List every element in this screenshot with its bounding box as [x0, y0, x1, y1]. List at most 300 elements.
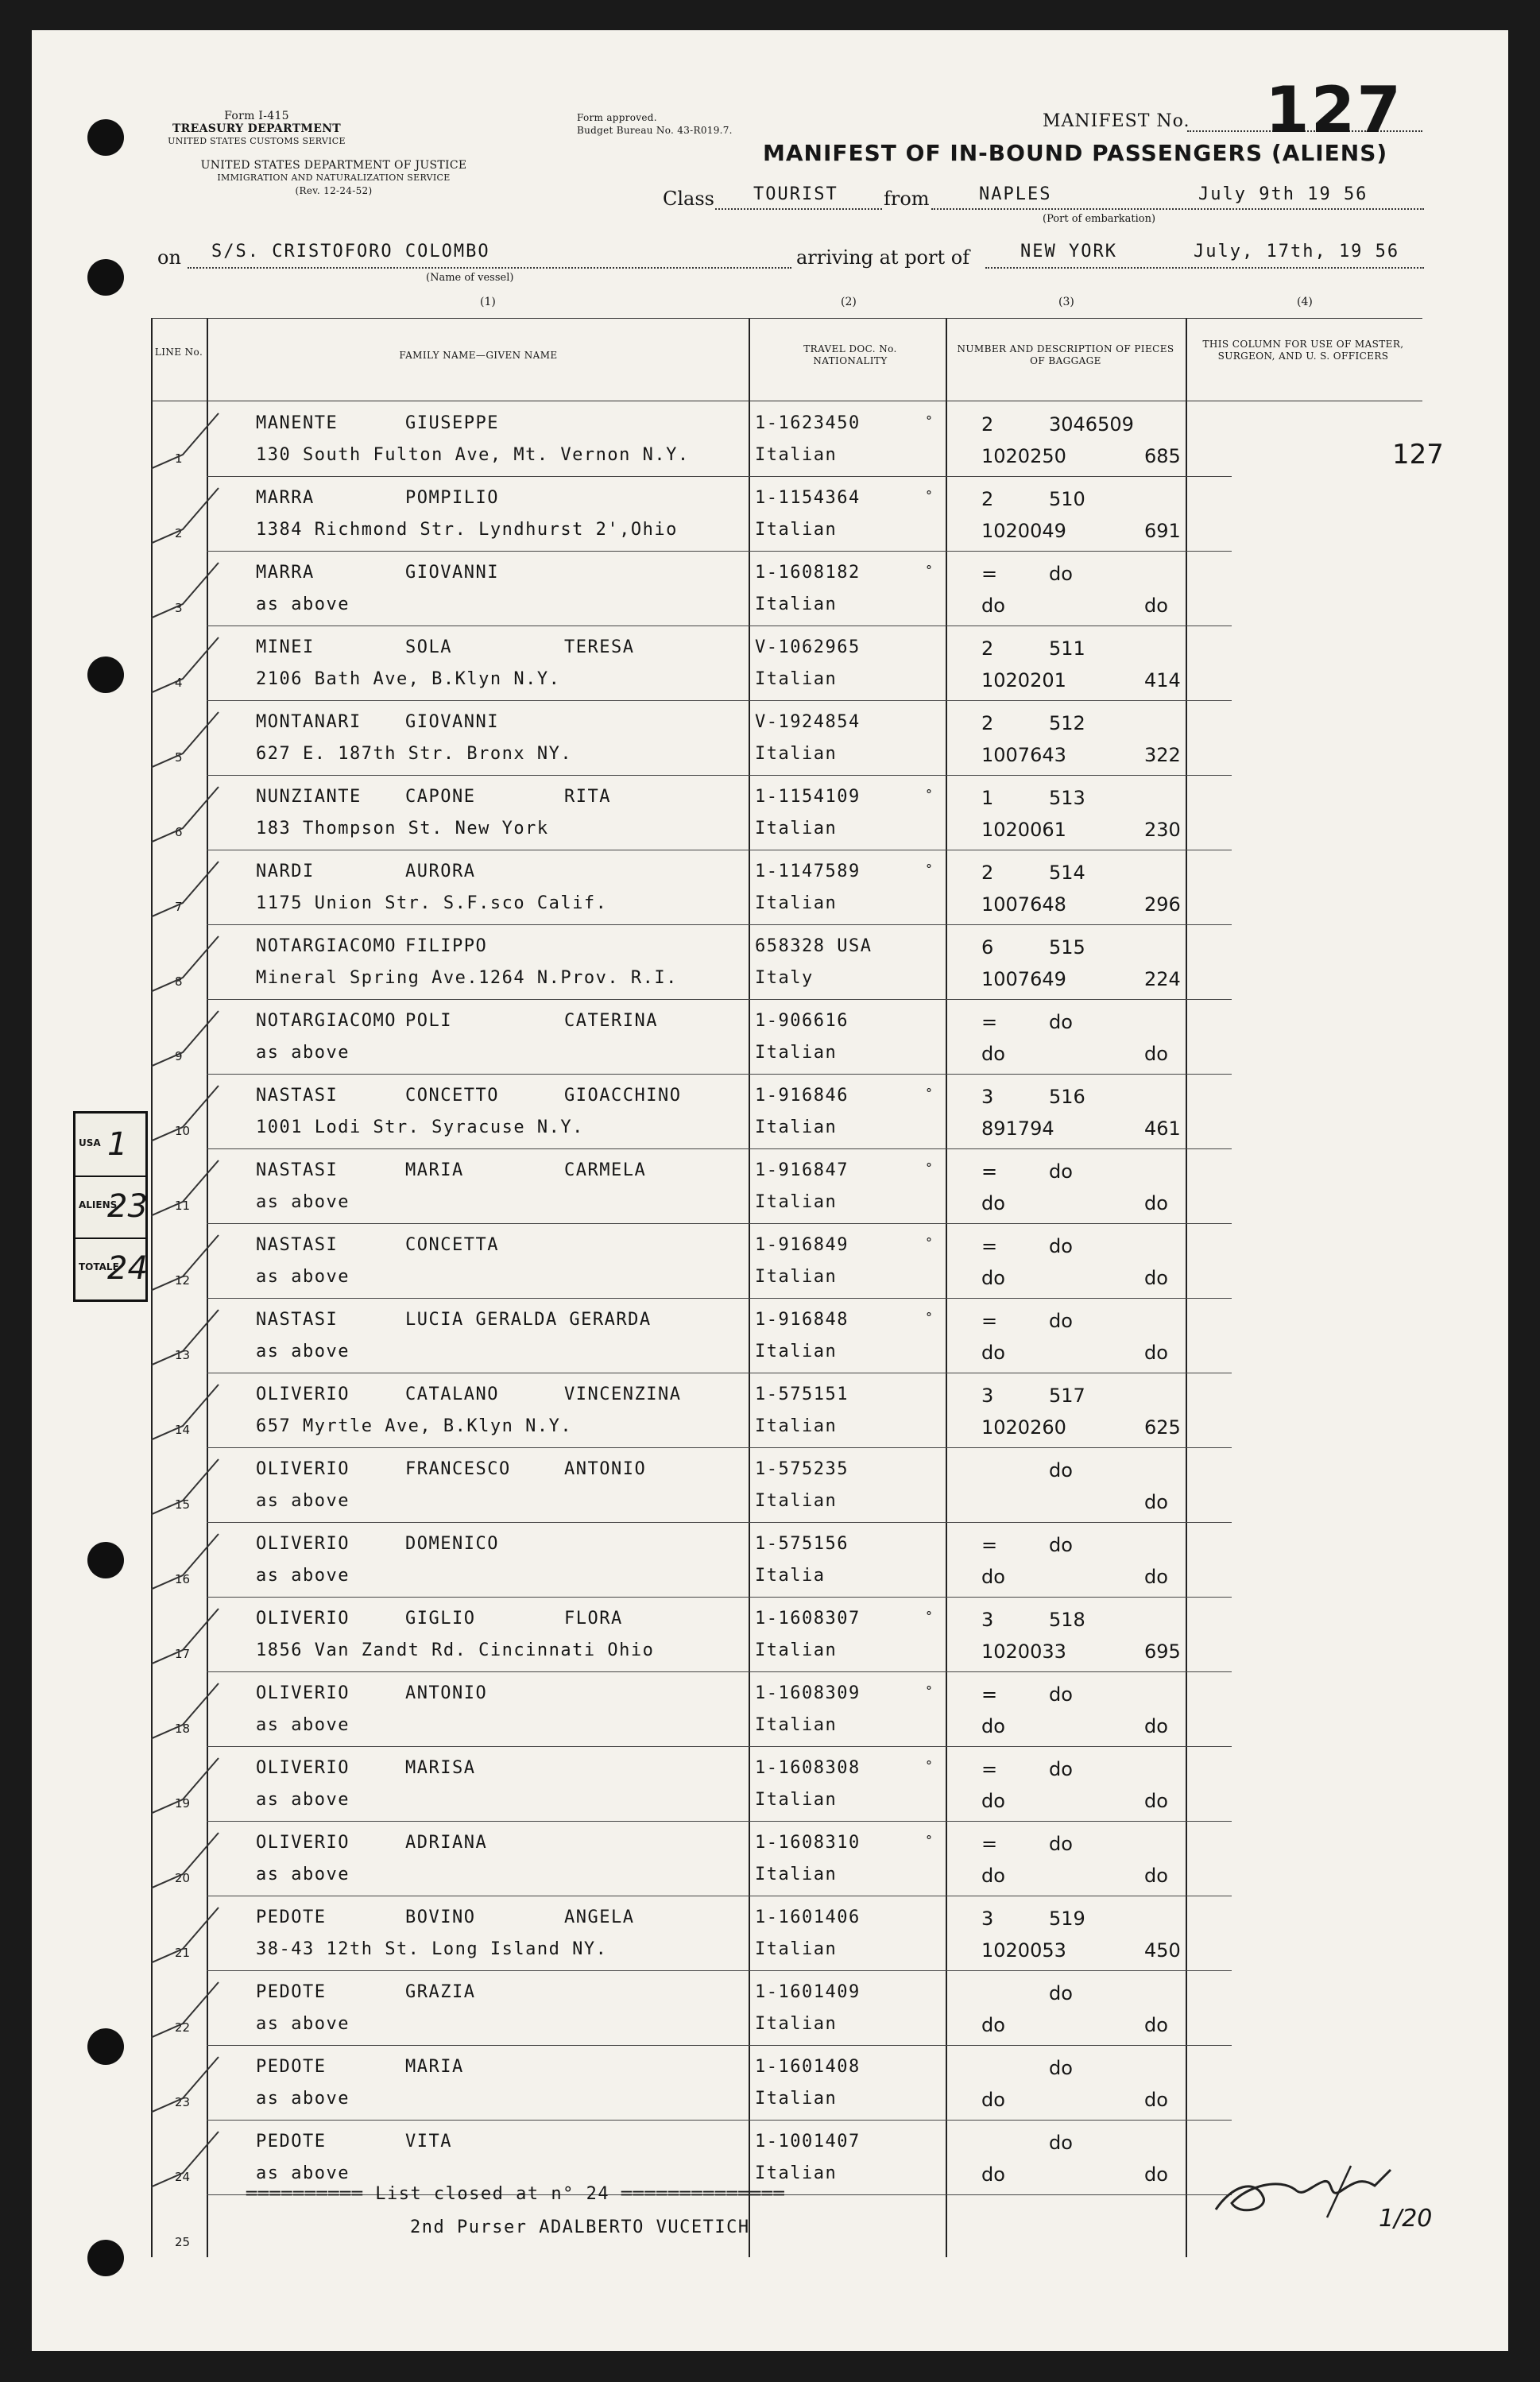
travel-doc-number: 1-1608309 — [755, 1683, 861, 1703]
punch-hole — [87, 2028, 124, 2065]
baggage-claim: 1007643 — [981, 744, 1066, 766]
family-name: MINEI — [256, 637, 315, 657]
table-row — [151, 1672, 1422, 1747]
line-number: 20 — [175, 1871, 191, 1885]
given-name: GIGLIO — [405, 1609, 476, 1629]
travel-doc-number: 1-1601408 — [755, 2057, 861, 2077]
given-name: GIUSEPPE — [405, 413, 499, 433]
baggage-weight: 414 — [1144, 669, 1181, 691]
travel-doc-number: 1-1601406 — [755, 1908, 861, 1927]
table-row — [151, 1000, 1422, 1075]
address: as above — [256, 1566, 350, 1586]
baggage-tag: 517 — [1049, 1385, 1085, 1407]
vessel-line — [188, 267, 791, 269]
punch-hole — [87, 657, 124, 693]
check-mark: ° — [926, 488, 932, 503]
line-number: 13 — [175, 1348, 191, 1362]
line-number: 4 — [175, 676, 183, 690]
pencil-check-mark — [151, 1826, 270, 1898]
baggage-claim: do — [981, 2014, 1005, 2036]
family-name: OLIVERIO — [256, 1683, 350, 1703]
baggage-claim: do — [981, 1342, 1005, 1364]
given-name-2: CATERINA — [564, 1011, 658, 1031]
travel-doc-number: 1-916846 — [755, 1086, 849, 1106]
baggage-claim: do — [981, 1566, 1005, 1588]
nationality: Italian — [755, 893, 838, 913]
family-name: OLIVERIO — [256, 1385, 350, 1404]
signature-fraction: 1/20 — [1379, 2205, 1433, 2233]
address: as above — [256, 2014, 350, 2034]
table-row — [151, 1224, 1422, 1299]
baggage-claim: do — [981, 2163, 1005, 2186]
baggage-tag: 519 — [1049, 1908, 1085, 1930]
table-row — [151, 850, 1422, 925]
travel-doc-number: 1-916848 — [755, 1310, 849, 1330]
family-name: NASTASI — [256, 1310, 339, 1330]
baggage-tag: 514 — [1049, 862, 1085, 884]
given-name-2: RITA — [564, 787, 611, 807]
stamp-usa — [75, 1114, 145, 1177]
form-header-left — [149, 110, 364, 148]
count-stamp — [73, 1111, 148, 1302]
justice-dept: UNITED STATES DEPARTMENT OF JUSTICE — [200, 159, 467, 172]
nationality: Italian — [755, 1342, 838, 1361]
address: as above — [256, 2163, 350, 2183]
baggage-tag: do — [1049, 1683, 1073, 1706]
family-name: PEDOTE — [256, 2057, 327, 2077]
punch-hole — [87, 2240, 124, 2276]
on-label: on — [157, 246, 181, 269]
baggage-claim: 1020201 — [981, 669, 1066, 691]
baggage-tag: do — [1049, 1011, 1073, 1033]
punch-hole — [87, 119, 124, 156]
stamp-usa-label: USA — [79, 1137, 101, 1148]
line-number: 9 — [175, 1049, 183, 1063]
given-name: ADRIANA — [405, 1833, 488, 1853]
baggage-tag: do — [1049, 1160, 1073, 1183]
line-number: 18 — [175, 1722, 191, 1736]
travel-doc-number: 1-1601409 — [755, 1982, 861, 2002]
baggage-weight: do — [1144, 1865, 1168, 1887]
travel-doc-number: 1-916847 — [755, 1160, 849, 1180]
travel-doc-number: 1-575235 — [755, 1459, 849, 1479]
table-row — [151, 402, 1422, 477]
baggage-weight: do — [1144, 2089, 1168, 2111]
baggage-weight: 230 — [1144, 819, 1181, 841]
baggage-claim: 1007648 — [981, 893, 1066, 916]
baggage-tag: do — [1049, 1534, 1073, 1556]
baggage-pieces: 6 — [981, 936, 994, 959]
line-number: 8 — [175, 974, 183, 989]
line-number: 1 — [175, 451, 183, 466]
family-name: OLIVERIO — [256, 1459, 350, 1479]
baggage-claim: do — [981, 595, 1005, 617]
baggage-claim: do — [981, 1715, 1005, 1737]
given-name-2: TERESA — [564, 637, 635, 657]
col-header-doc: TRAVEL DOC. No. NATIONALITY — [803, 343, 897, 366]
line-number: 14 — [175, 1423, 191, 1437]
check-mark: ° — [926, 1833, 932, 1848]
given-name-2: CARMELA — [564, 1160, 647, 1180]
arriving-label: arriving at port of — [796, 246, 970, 269]
dash-rule: ══════════════ — [621, 2184, 786, 2204]
line-number: 19 — [175, 1796, 191, 1811]
baggage-pieces: 2 — [981, 413, 994, 436]
baggage-tag: do — [1049, 1310, 1073, 1332]
address: as above — [256, 2089, 350, 2109]
table-row — [151, 1896, 1422, 1971]
nationality: Italian — [755, 595, 838, 614]
pencil-check-mark — [151, 1303, 270, 1375]
check-mark: ° — [926, 787, 932, 802]
address: 38-43 12th St. Long Island NY. — [256, 1939, 608, 1959]
baggage-weight: do — [1144, 1267, 1168, 1289]
family-name: MARRA — [256, 488, 315, 508]
address: as above — [256, 595, 350, 614]
class-value: TOURIST — [753, 184, 838, 204]
baggage-tag: do — [1049, 2132, 1073, 2154]
travel-doc-number: 1-575156 — [755, 1534, 849, 1554]
nationality: Italian — [755, 1416, 838, 1436]
check-mark: ° — [926, 1310, 932, 1325]
baggage-pieces: = — [981, 1235, 998, 1257]
given-name-2: ANTONIO — [564, 1459, 647, 1479]
given-name: CAPONE — [405, 787, 476, 807]
baggage-tag: 510 — [1049, 488, 1085, 510]
baggage-claim: 1020049 — [981, 520, 1066, 542]
nationality: Italian — [755, 1117, 838, 1137]
travel-doc-number: 1-1147589 — [755, 862, 861, 881]
line-number: 17 — [175, 1647, 191, 1661]
baggage-weight: do — [1144, 1043, 1168, 1065]
pencil-check-mark — [151, 930, 270, 1001]
col-header-line-no: LINE No. — [154, 347, 203, 358]
check-mark: ° — [926, 1683, 932, 1698]
family-name: NASTASI — [256, 1160, 339, 1180]
table-row — [151, 1598, 1422, 1672]
baggage-weight: do — [1144, 1566, 1168, 1588]
travel-doc-number: 1-1608310 — [755, 1833, 861, 1853]
passenger-table — [151, 318, 1422, 2257]
line-number: 7 — [175, 900, 183, 914]
from-line — [931, 208, 1424, 210]
nationality: Italian — [755, 2014, 838, 2034]
table-row — [151, 1075, 1422, 1149]
baggage-weight: 685 — [1144, 445, 1181, 467]
nationality: Italian — [755, 1491, 838, 1511]
baggage-claim: do — [981, 1192, 1005, 1214]
line-number: 12 — [175, 1273, 191, 1288]
baggage-tag: 515 — [1049, 936, 1085, 959]
table-row — [151, 1299, 1422, 1373]
margin-note: 127 — [1392, 439, 1444, 471]
page-title: MANIFEST OF IN-BOUND PASSENGERS (ALIENS) — [763, 140, 1388, 166]
baggage-tag: 3046509 — [1049, 413, 1134, 436]
given-name: MARIA — [405, 2057, 464, 2077]
nationality: Italian — [755, 2089, 838, 2109]
check-mark: ° — [926, 563, 932, 578]
port-of-embarkation: NAPLES — [979, 184, 1052, 204]
vessel-name: S/S. CRISTOFORO COLOMBO — [211, 242, 490, 261]
family-name: NUNZIANTE — [256, 787, 362, 807]
given-name: MARIA — [405, 1160, 464, 1180]
address: Mineral Spring Ave.1264 N.Prov. R.I. — [256, 968, 678, 988]
baggage-weight: do — [1144, 1790, 1168, 1812]
baggage-weight: 461 — [1144, 1117, 1181, 1140]
travel-doc-number: 1-1001407 — [755, 2132, 861, 2152]
vessel-caption: (Name of vessel) — [426, 272, 514, 284]
family-name: OLIVERIO — [256, 1534, 350, 1554]
baggage-pieces: 3 — [981, 1086, 994, 1108]
baggage-weight: 691 — [1144, 520, 1181, 542]
table-row — [151, 701, 1422, 776]
pencil-check-mark — [151, 482, 270, 553]
travel-doc-number: 1-906616 — [755, 1011, 849, 1031]
baggage-pieces: 3 — [981, 1385, 994, 1407]
pencil-check-mark — [151, 1453, 270, 1524]
list-closed-text: List closed at n° 24 — [375, 2184, 610, 2204]
travel-doc-number: 1-1608307 — [755, 1609, 861, 1629]
baggage-pieces: 1 — [981, 787, 994, 809]
treasury-dept: TREASURY DEPARTMENT — [172, 122, 342, 135]
given-name: CATALANO — [405, 1385, 499, 1404]
pencil-check-mark — [151, 706, 270, 777]
pencil-check-mark — [151, 1901, 270, 1973]
baggage-claim: do — [981, 2089, 1005, 2111]
table-row — [151, 1448, 1422, 1523]
address: 627 E. 187th Str. Bronx NY. — [256, 744, 573, 764]
line-number-25: 25 — [175, 2235, 191, 2249]
line-number: 3 — [175, 601, 183, 615]
family-name: MARRA — [256, 563, 315, 583]
travel-doc-number: 1-1154364 — [755, 488, 861, 508]
given-name: DOMENICO — [405, 1534, 499, 1554]
stamp-total-label: TOTALE — [79, 1261, 119, 1272]
nationality: Italian — [755, 1790, 838, 1810]
baggage-pieces: = — [981, 1683, 998, 1706]
manifest-number: 127 — [1265, 73, 1403, 147]
baggage-claim: 1020250 — [981, 445, 1066, 467]
address: as above — [256, 1267, 350, 1287]
pencil-check-mark — [151, 855, 270, 927]
col-header-officers: THIS COLUMN FOR USE OF MASTER, SURGEON, AND U. S. OFFICERS — [1202, 339, 1404, 362]
line-number: 23 — [175, 2095, 191, 2109]
baggage-tag: do — [1049, 2057, 1073, 2079]
arrival-port: NEW YORK — [1020, 242, 1117, 261]
class-label: Class — [663, 188, 714, 210]
given-name: FILIPPO — [405, 936, 488, 956]
line-number: 22 — [175, 2020, 191, 2035]
given-name: CONCETTO — [405, 1086, 499, 1106]
baggage-claim: do — [981, 1267, 1005, 1289]
col-header-name: FAMILY NAME—GIVEN NAME — [399, 350, 558, 361]
baggage-weight: 695 — [1144, 1640, 1181, 1663]
address: as above — [256, 1491, 350, 1511]
pencil-check-mark — [151, 631, 270, 703]
baggage-tag: do — [1049, 1833, 1073, 1855]
given-name: GRAZIA — [405, 1982, 476, 2002]
pencil-check-mark — [151, 1079, 270, 1151]
pencil-check-mark — [151, 1677, 270, 1749]
given-name-2: VINCENZINA — [564, 1385, 682, 1404]
address: as above — [256, 1192, 350, 1212]
stamp-aliens — [75, 1176, 148, 1239]
family-name: MANENTE — [256, 413, 339, 433]
embarkation-date: July 9th 19 56 — [1198, 184, 1368, 204]
punch-hole — [87, 259, 124, 296]
table-row — [151, 626, 1422, 701]
revision: (Rev. 12-24-52) — [295, 185, 373, 196]
given-name: VITA — [405, 2132, 452, 2152]
nationality: Italian — [755, 1267, 838, 1287]
pencil-check-mark — [151, 1602, 270, 1674]
baggage-pieces: = — [981, 1310, 998, 1332]
baggage-claim: do — [981, 1865, 1005, 1887]
baggage-claim: do — [981, 1790, 1005, 1812]
col-num-3: (3) — [1058, 296, 1074, 308]
address: 1001 Lodi Str. Syracuse N.Y. — [256, 1117, 584, 1137]
baggage-pieces: = — [981, 1011, 998, 1033]
baggage-weight: do — [1144, 2014, 1168, 2036]
punch-hole — [87, 1542, 124, 1578]
pencil-check-mark — [151, 1752, 270, 1823]
family-name: NASTASI — [256, 1086, 339, 1106]
pencil-check-mark — [151, 407, 270, 478]
baggage-weight: 322 — [1144, 744, 1181, 766]
baggage-pieces: 3 — [981, 1609, 994, 1631]
baggage-pieces: = — [981, 563, 998, 585]
address: 1856 Van Zandt Rd. Cincinnati Ohio — [256, 1640, 655, 1660]
travel-doc-number: 1-1608308 — [755, 1758, 861, 1778]
given-name: MARISA — [405, 1758, 476, 1778]
baggage-tag: do — [1049, 563, 1073, 585]
baggage-tag: 511 — [1049, 637, 1085, 660]
customs-service: UNITED STATES CUSTOMS SERVICE — [168, 136, 346, 146]
pencil-check-mark — [151, 1528, 270, 1599]
address: as above — [256, 1865, 350, 1884]
baggage-weight: 450 — [1144, 1939, 1181, 1962]
nationality: Italian — [755, 1192, 838, 1212]
nationality: Italian — [755, 1939, 838, 1959]
stamp-usa-value: 1 — [107, 1126, 128, 1163]
pencil-check-mark — [151, 556, 270, 628]
nationality: Italian — [755, 445, 838, 465]
travel-doc-number: 658328 USA — [755, 936, 873, 956]
address: as above — [256, 1715, 350, 1735]
baggage-weight: do — [1144, 1192, 1168, 1214]
check-mark: ° — [926, 1609, 932, 1624]
baggage-pieces: 3 — [981, 1908, 994, 1930]
form-header-justice — [143, 159, 524, 197]
line-number: 11 — [175, 1199, 191, 1213]
dash-rule: ══════════ — [246, 2184, 364, 2204]
baggage-claim: 891794 — [981, 1117, 1054, 1140]
nationality: Italian — [755, 2163, 838, 2183]
baggage-claim: 1020260 — [981, 1416, 1066, 1439]
baggage-pieces: 2 — [981, 862, 994, 884]
family-name: OLIVERIO — [256, 1833, 350, 1853]
given-name-2: GIOACCHINO — [564, 1086, 682, 1106]
address: 1175 Union Str. S.F.sco Calif. — [256, 893, 608, 913]
baggage-claim: 1007649 — [981, 968, 1066, 990]
baggage-tag: 513 — [1049, 787, 1085, 809]
family-name: NASTASI — [256, 1235, 339, 1255]
manifest-no-label: MANIFEST No. — [1043, 111, 1190, 131]
stamp-total-value: 24 — [107, 1250, 148, 1287]
baggage-tag: 518 — [1049, 1609, 1085, 1631]
pencil-check-mark — [151, 1229, 270, 1300]
travel-doc-number: V-1924854 — [755, 712, 861, 732]
baggage-pieces: 2 — [981, 488, 994, 510]
line-number: 5 — [175, 750, 183, 765]
pencil-check-mark — [151, 1005, 270, 1076]
col-header-baggage: NUMBER AND DESCRIPTION OF PIECES OF BAGGAGE — [957, 343, 1174, 366]
table-row — [151, 2046, 1422, 2121]
given-name: SOLA — [405, 637, 452, 657]
baggage-weight: do — [1144, 595, 1168, 617]
family-name: OLIVERIO — [256, 1609, 350, 1629]
check-mark: ° — [926, 1160, 932, 1176]
ins-service: IMMIGRATION AND NATURALIZATION SERVICE — [217, 172, 451, 183]
baggage-claim: 1020033 — [981, 1640, 1066, 1663]
travel-doc-number: 1-916849 — [755, 1235, 849, 1255]
stamp-aliens-value: 23 — [107, 1188, 148, 1225]
table-row — [151, 925, 1422, 1000]
line-number: 16 — [175, 1572, 191, 1586]
baggage-tag: do — [1049, 1982, 1073, 2004]
address: as above — [256, 1790, 350, 1810]
pencil-check-mark — [151, 1154, 270, 1226]
table-row — [151, 1149, 1422, 1224]
port-embark-caption: (Port of embarkation) — [1043, 213, 1156, 225]
nationality: Italian — [755, 520, 838, 540]
baggage-pieces: 2 — [981, 712, 994, 734]
table-row — [151, 1523, 1422, 1598]
given-name: ANTONIO — [405, 1683, 488, 1703]
baggage-pieces: = — [981, 1758, 998, 1780]
family-name: PEDOTE — [256, 1982, 327, 2002]
arrival-date: July, 17th, 19 56 — [1194, 242, 1400, 261]
travel-doc-number: V-1062965 — [755, 637, 861, 657]
table-row — [151, 1747, 1422, 1822]
family-name: NOTARGIACOMO — [256, 1011, 397, 1031]
address: as above — [256, 1342, 350, 1361]
arrival-line — [985, 267, 1424, 269]
baggage-tag: 516 — [1049, 1086, 1085, 1108]
col-num-4: (4) — [1297, 296, 1313, 308]
table-row — [151, 552, 1422, 626]
col-num-2: (2) — [841, 296, 857, 308]
given-name: LUCIA GERALDA GERARDA — [405, 1310, 652, 1330]
baggage-claim: 1020061 — [981, 819, 1066, 841]
class-line — [715, 208, 882, 210]
line-number: 10 — [175, 1124, 191, 1138]
baggage-tag: do — [1049, 1459, 1073, 1481]
nationality: Italian — [755, 1715, 838, 1735]
baggage-claim: do — [981, 1043, 1005, 1065]
table-top-rule — [151, 318, 1422, 319]
given-name-2: ANGELA — [564, 1908, 635, 1927]
baggage-pieces: = — [981, 1534, 998, 1556]
check-mark: ° — [926, 862, 932, 877]
table-row — [151, 1971, 1422, 2046]
address: 183 Thompson St. New York — [256, 819, 549, 839]
baggage-tag: do — [1049, 1235, 1073, 1257]
travel-doc-number: 1-575151 — [755, 1385, 849, 1404]
check-mark: ° — [926, 413, 932, 428]
address: 130 South Fulton Ave, Mt. Vernon N.Y. — [256, 445, 690, 465]
travel-doc-number: 1-1154109 — [755, 787, 861, 807]
